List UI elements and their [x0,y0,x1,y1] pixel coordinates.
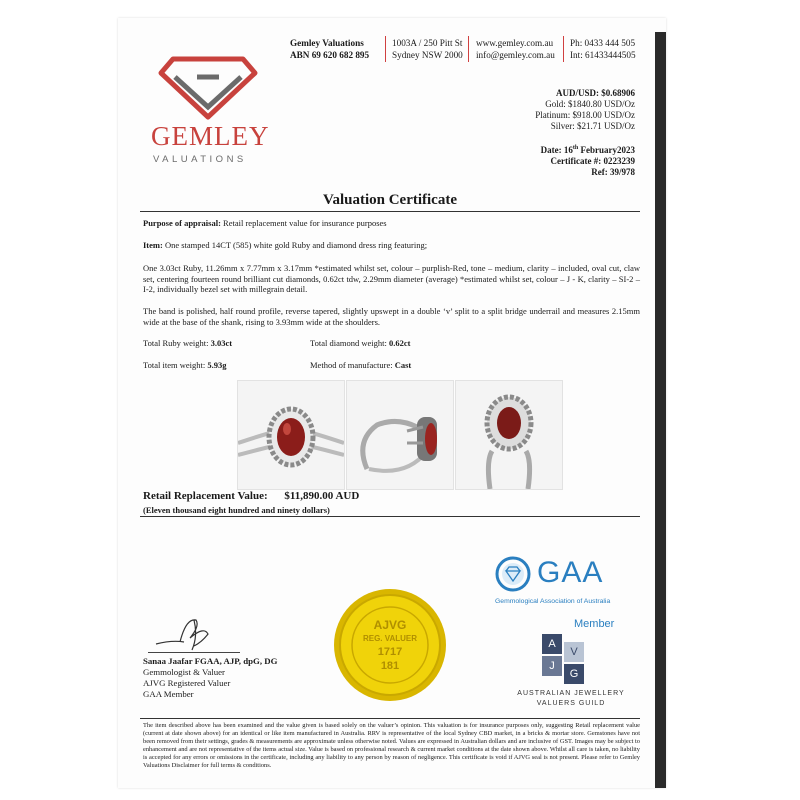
logo-sub: VALUATIONS [153,154,247,165]
band-description: The band is polished, half round profile, reverse tapered, slightly upswept in a double ‘v’ split to a split bridge underrail and measures 2.15mm wide at the base of the shank, rising to 3.93mm wide at the shoulders. [143,306,640,327]
company-abn: ABN 69 620 682 895 [290,49,370,60]
silver-rate: Silver: $21.71 USD/Oz [550,121,635,131]
title-rule [140,211,640,212]
ajvg-tile-j: J [542,656,562,676]
ring-photo-front [237,380,345,490]
address-line1: 1003A / 250 Pitt St [392,38,463,48]
company-name: Gemley Valuations [290,38,364,48]
ring-photo-side [346,380,454,490]
ajvg-seal [333,588,447,702]
seal-line3: 1717 [377,646,403,658]
ajvg-tile-a: A [542,634,562,654]
ring-photo-back [455,380,563,490]
gaa-member: Member [574,618,615,630]
stone-description: One 3.03ct Ruby, 11.26mm x 7.77mm x 3.17mm *estimated whilst set, colour – purplish-Red, tone – medium, clarity – included, oval cut, claw set, centering fourteen round brilliant cut diamonds, 0.62ct tdw, 2.29mm diameter (average) *estimated whilst set, colour – J - K, clarity – SI-2 – I-2, individually bezel set with millegrain detail. [143,263,640,295]
aud-usd-rate: AUD/USD: $0.68906 [555,88,635,98]
valuer-name: Sanaa Jaafar FGAA, AJP, dpG, DG [143,656,278,666]
ajvg-tile-g: G [564,664,584,684]
gaa-logo [495,556,635,616]
document-title: Valuation Certificate [322,192,457,208]
reference: Ref: 39/978 [591,167,635,177]
disclaimer-rule [140,718,640,719]
address-block [392,38,463,61]
manufacture-method: Method of manufacture: Cast [310,360,412,370]
header-divider [385,36,386,62]
seal-line2: REG. VALUER [362,634,418,643]
valuer-title: Gemmologist & Valuer [143,667,225,677]
rrv-label: Retail Replacement Value: [143,490,268,502]
ajvg-line1: AUSTRALIAN JEWELLERY [517,690,625,697]
logo-word: GEMLEY [151,121,270,151]
metal-rates [435,88,635,132]
web-block [476,38,555,61]
seal-line4: 181 [380,660,400,672]
gold-seal-icon [333,588,447,702]
gaa-abbr: GAA [537,556,604,589]
valuer-block [143,656,277,700]
ajvg-logo [507,634,635,714]
page-edge-bar [655,32,666,788]
certificate-meta [435,143,635,178]
disclaimer-text: The item described above has been examined and the value given is based solely on the valuer’s opinion. This valuation is for insurance purposes only, suggesting Retail replacement value (current at date shown above) for an identical or like item manufactured in Australia. RRV is representative of the local Sydney CBD market, in a bricks & mortar store. Gemstones have not been removed from their settings, grades & measurements are approximate unless otherwise noted. Values are expressed in Australian dollars and are inclusive of GST. Images may be subject to enhancement and are not representative of the items actual size. Value is based on professional research & current market conditions at the date shown above. Whilst all care is taken, no liability is accepted for any errors or omissions in the certificate, including any liability to any person by reason of negligence. This certificate is void if AJVG seal is not present. Please refer to Gemley Valuations Disclaimer for full terms & conditions. [143,722,640,770]
platinum-rate: Platinum: $918.00 USD/Oz [535,110,635,120]
seal-line1: AJVG [373,618,407,632]
ajvg-line2: VALUERS GUILD [536,700,606,707]
phone: Ph: 0433 444 505 [570,38,636,48]
ruby-weight: Total Ruby weight: 3.03ct [143,338,233,348]
certificate-number: Certificate #: 0223239 [550,156,635,166]
intl-phone: Int: 61433444505 [570,49,636,60]
valuer-registration: AJVG Registered Valuer [143,678,231,688]
diamond-weight: Total diamond weight: 0.62ct [310,338,411,348]
email-link[interactable]: info@gemley.com.au [476,49,555,60]
rrv-words: (Eleven thousand eight hundred and ninety dollars) [143,505,330,515]
retail-replacement-value [143,490,359,502]
rrv-rule [140,516,640,517]
company-block [290,38,385,61]
purpose-line: Purpose of appraisal: Retail replacement value for insurance purposes [143,218,387,228]
header-divider [468,36,469,62]
gold-rate: Gold: $1840.80 USD/Oz [545,99,635,109]
gem-icon [145,55,275,170]
address-line2: Sydney NSW 2000 [392,49,463,60]
date: Date: 16th February2023 [540,145,635,155]
item-line: Item: One stamped 14CT (585) white gold Ruby and diamond dress ring featuring; [143,240,428,250]
website-link[interactable]: www.gemley.com.au [476,38,554,48]
item-weight: Total item weight: 5.93g [143,360,227,370]
signature-line [148,652,240,653]
header-divider [563,36,564,62]
gaa-full-name: Gemmological Association of Australia [495,598,611,605]
ajvg-tile-v: V [564,642,584,662]
signature [150,612,230,652]
gemley-logo [145,55,275,170]
diamond-badge-icon [495,556,531,592]
valuer-membership: GAA Member [143,689,194,699]
phone-block [570,38,636,61]
rrv-amount: $11,890.00 AUD [284,490,360,502]
